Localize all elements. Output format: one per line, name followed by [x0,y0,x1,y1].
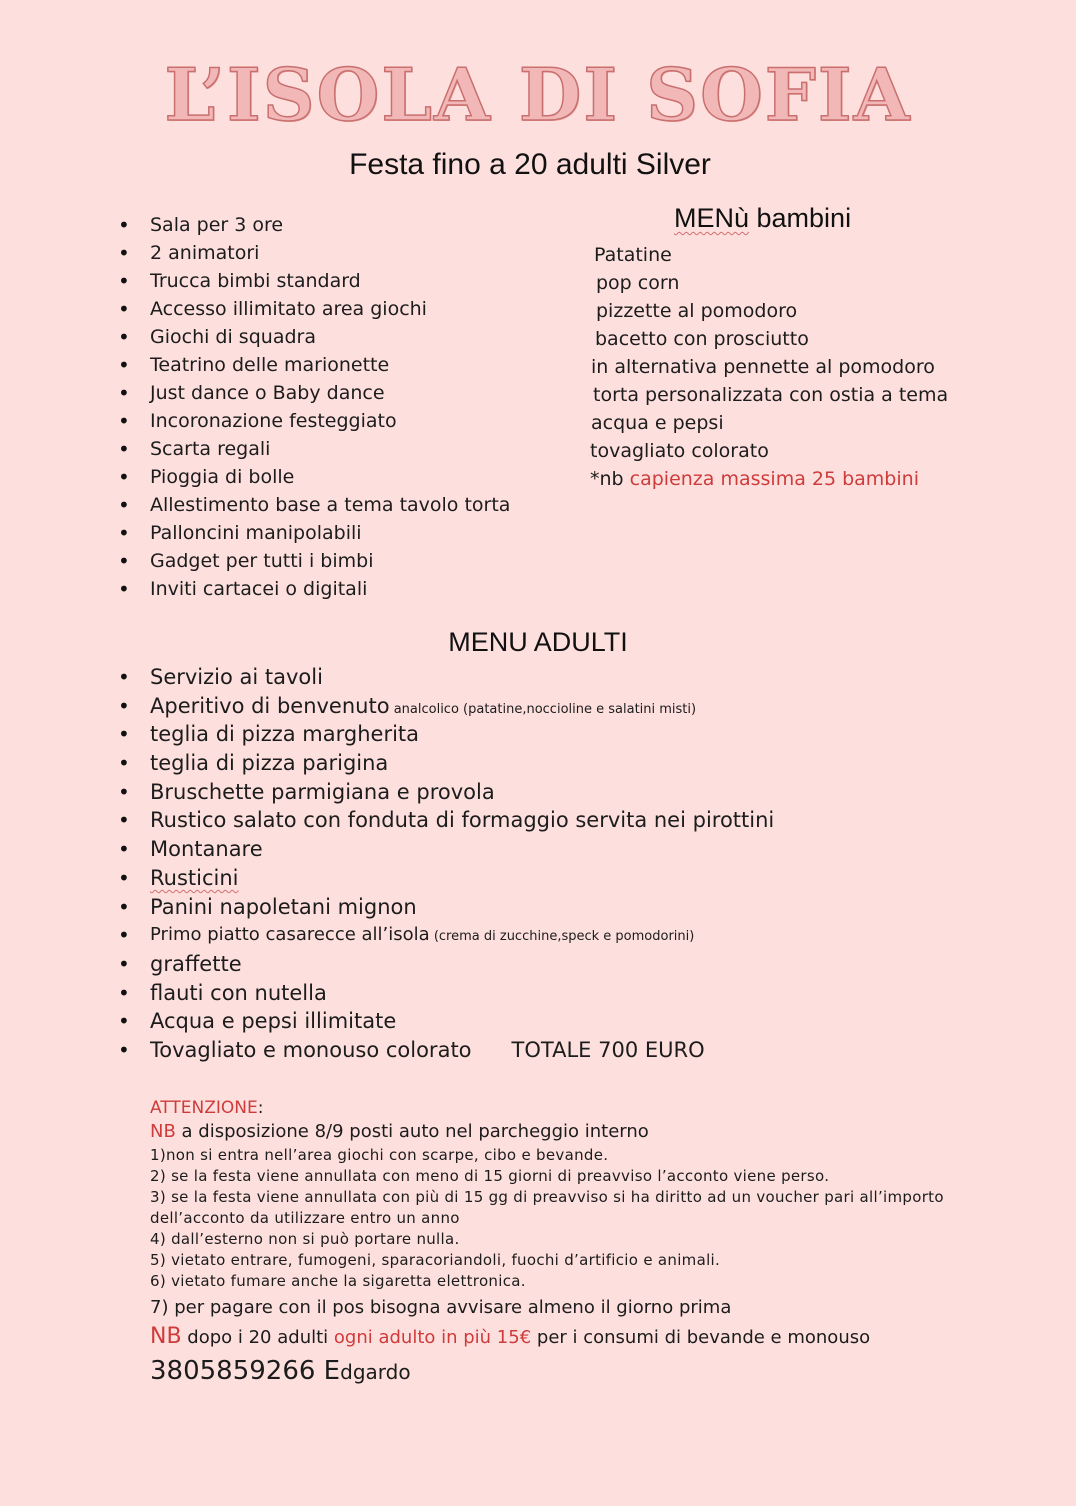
rule-item: 5) vietato entrare, fumogeni, sparacoriandoli, fuochi d’artificio e animali. [150,1251,721,1269]
parking-note [150,1119,944,1145]
list-item: in alternativa pennette al pomodoro [591,356,935,378]
rule-item: 4) dall’esterno non si può portare nulla. [150,1230,460,1248]
list-item: • Bruschette parmigiana e provola [150,778,774,807]
list-item [150,864,774,893]
list-item [150,1036,774,1065]
list-item: • Scarta regali [150,435,510,463]
contact-name: dgardo [340,1360,411,1384]
rusticini-label: Rusticini [150,865,239,890]
extra-adult-note [150,1322,944,1353]
list-item: bacetto con prosciutto [595,328,809,350]
list-item: acqua e pepsi [591,412,724,434]
list-item: tovagliato colorato [590,440,769,462]
extra-adult-text-b: per i consumi di bevande e monouso [531,1327,871,1348]
rule-item: 2) se la festa viene annullata con meno di 15 giorni di preavviso l’acconto viene perso. [150,1167,830,1185]
rule-item: 7) per pagare con il pos bisogna avvisare almeno il giorno prima [150,1297,732,1318]
package-subtitle: Festa fino a 20 adulti Silver [349,148,711,181]
list-item: • Teatrino delle marionette [150,351,510,379]
list-item: • Montanare [150,835,774,864]
list-item: • Incoronazione festeggiato [150,407,510,435]
list-item: • Sala per 3 ore [150,211,510,239]
list-item: • 2 animatori [150,239,510,267]
list-item: • Trucca bimbi standard [150,267,510,295]
total-price: TOTALE 700 EURO [511,1037,705,1062]
list-item: • Inviti cartacei o digitali [150,575,510,603]
adult-menu-list [150,663,774,1065]
list-item [150,692,774,721]
list-item: • Palloncini manipolabili [150,519,510,547]
aperitivo-detail: (patatine,noccioline e salatini misti) [458,701,697,717]
list-item: • graffette [150,950,774,979]
nb-tag: NB [150,1121,176,1142]
capacity-note-prefix: *nb [590,468,624,490]
attention-heading [150,1097,944,1119]
rule-item: dell’acconto da utilizzare entro un anno [150,1209,460,1227]
capacity-note-text: capienza massima 25 bambini [623,468,919,490]
primo-label: Primo piatto casarecce all’isola [150,924,430,946]
list-item: pizzette al pomodoro [596,300,798,322]
list-item: • teglia di pizza margherita [150,720,774,749]
phone-number: 3805859266 E [150,1356,341,1386]
list-item: • Just dance o Baby dance [150,379,510,407]
list-item: • Accesso illimitato area giochi [150,295,510,323]
list-item: • flauti con nutella [150,979,774,1008]
list-item: torta personalizzata con ostia a tema [593,384,949,406]
list-item: pop corn [596,272,680,294]
kids-menu-title-b: bambini [749,203,852,233]
rule-item: 3) se la festa viene annullata con più di 15 gg di preavviso si ha diritto ad un voucher pari all’importo [150,1188,944,1206]
tovagliato-label: Tovagliato e monouso colorato [150,1037,472,1062]
kids-menu-title [674,203,851,234]
adult-menu-title: MENU ADULTI [448,627,628,657]
parking-text: a disposizione 8/9 posti auto nel parcheggio interno [175,1121,649,1142]
aperitivo-small: analcolico [389,701,459,717]
list-item: • Allestimento base a tema tavolo torta [150,491,510,519]
list-item: • Rustico salato con fonduta di formaggio servita nei pirottini [150,806,774,835]
list-item: • Pioggia di bolle [150,463,510,491]
list-item: Patatine [594,244,672,266]
aperitivo-label: Aperitivo di benvenuto [150,693,390,718]
capacity-note [590,465,919,493]
extra-adult-text-a: dopo i 20 adulti [181,1327,334,1348]
list-item: • teglia di pizza parigina [150,749,774,778]
contact-phone [150,1353,944,1390]
features-list [150,211,510,603]
rule-item: 1)non si entra nell’area giochi con scarpe, cibo e bevande. [150,1146,609,1164]
rule-item: 6) vietato fumare anche la sigaretta elettronica. [150,1272,526,1290]
list-item: • Gadget per tutti i bimbi [150,547,510,575]
attention-colon: : [257,1098,264,1118]
extra-adult-price: ogni adulto in più 15€ [333,1327,532,1348]
nb-tag: NB [150,1324,182,1349]
notes-section [150,1097,944,1390]
list-item: • Panini napoletani mignon [150,893,774,922]
attention-label: ATTENZIONE [150,1098,258,1118]
kids-menu-title-a: MENù [674,203,750,233]
brand-title: L’ISOLA DI SOFIA [164,52,912,137]
list-item: • Servizio ai tavoli [150,663,774,692]
list-item: • Giochi di squadra [150,323,510,351]
list-item [150,921,774,950]
primo-detail: (crema di zucchine,speck e pomodorini) [429,929,695,945]
list-item: • Acqua e pepsi illimitate [150,1007,774,1036]
